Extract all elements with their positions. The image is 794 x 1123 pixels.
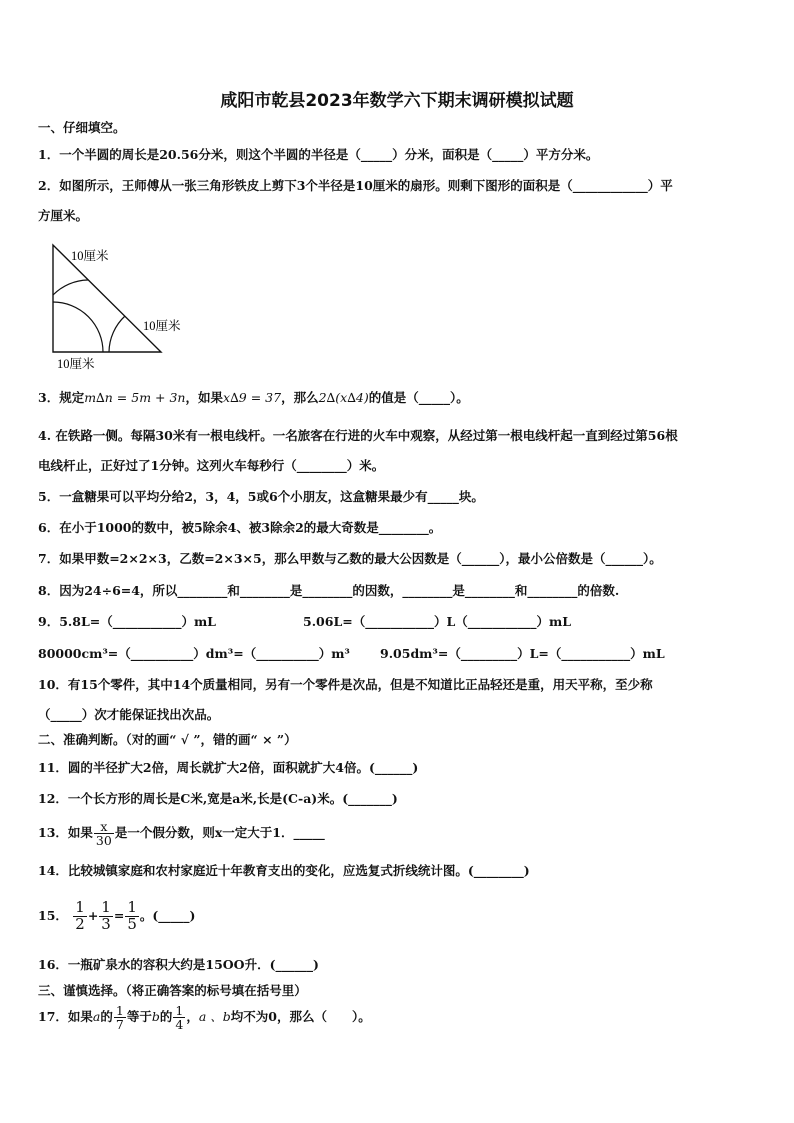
question-4-line-1: 4. 在铁路一侧。每隔30米有一根电线杆。一名旅客在行进的火车中观察，从经过第一根电线杆起一直到经过第56根	[38, 428, 678, 443]
q3-rule-formula: m∆n = 5m + 3n	[84, 390, 186, 405]
triangle-sectors-figure	[45, 240, 205, 375]
figure-label-bottom: 10厘米	[57, 357, 95, 371]
question-2-line-1: 2．如图所示，王师傅从一张三角形铁皮上剪下3个半径是10厘米的扇形。则剩下图形的面积是（____________）平	[38, 178, 673, 193]
q15-f3-numerator: 1	[127, 898, 137, 916]
q15-equals: =	[113, 907, 125, 923]
q15-f3-denominator: 5	[127, 914, 137, 933]
figure-label-right: 10厘米	[143, 319, 181, 333]
question-16: 16．一瓶矿泉水的容积大约是15OO升．(______)	[38, 957, 319, 972]
q15-fraction-1	[73, 900, 87, 933]
q17-var-b: b	[151, 1009, 160, 1025]
q3-middle-text: ，如果	[185, 390, 224, 405]
q13-numerator: x	[94, 820, 114, 834]
q13-fraction	[94, 820, 114, 847]
question-2-line-2: 方厘米。	[38, 208, 89, 223]
q9-cm3-conversion: 80000cm³=（__________）dm³=（__________）m³	[38, 646, 350, 661]
q17-equals-text: 等于	[126, 1009, 152, 1025]
question-5: 5．一盒糖果可以平均分给2，3，4，5或6个小朋友，这盒糖果最少有_____块。	[38, 489, 484, 504]
question-15	[38, 900, 758, 933]
question-7: 7．如果甲数=2×2×3，乙数=2×3×5，那么甲数与乙数的最大公因数是（______），最小公倍数是（______）。	[38, 551, 662, 566]
question-6: 6．在小于1000的数中，被5除余4、被3除余2的最大奇数是________。	[38, 520, 442, 535]
q3-prefix: 3．规定	[38, 390, 85, 405]
q17-f1-denominator: 7	[115, 1017, 124, 1033]
q13-denominator: 30	[95, 833, 112, 849]
q17-de-2: 的	[159, 1009, 173, 1025]
q15-plus: +	[87, 907, 99, 923]
section-heading-judge: 二、准确判断。（对的画“ √ ”，错的画“ × ”）	[38, 732, 297, 747]
q17-var-a: a	[92, 1009, 101, 1025]
q3-condition-formula: x∆9 = 37	[223, 390, 282, 405]
q15-f1-numerator: 1	[75, 898, 85, 916]
q9-liters-split: 5.06L=（___________）L（___________）mL	[303, 614, 572, 629]
question-8: 8．因为24÷6=4，所以________和________是________的因数，________是________和________的倍数.	[38, 583, 620, 598]
section-heading-fill-in: 一、仔细填空。	[38, 120, 126, 135]
sector-arc-right	[109, 316, 125, 352]
question-11: 11．圆的半径扩大2倍，周长就扩大2倍，面积就扩大4倍。(______)	[38, 760, 419, 775]
q17-f1-numerator: 1	[115, 1003, 124, 1018]
q17-fraction-2	[173, 1004, 185, 1031]
figure-label-top: 10厘米	[71, 249, 109, 263]
q15-prefix: 15．	[38, 907, 68, 923]
q17-prefix: 17．如果	[38, 1009, 93, 1025]
q17-f2-denominator: 4	[175, 1017, 184, 1033]
question-1: 1．一个半圆的周长是20.56分米，则这个半圆的半径是（_____）分米，面积是（_____）平方分米。	[38, 147, 599, 162]
question-9-row-2	[38, 645, 758, 663]
q15-fraction-3	[125, 900, 139, 933]
q17-suffix: 均不为0，那么（ ）。	[230, 1009, 371, 1025]
question-3	[38, 389, 758, 407]
q3-suffix: 的值是（_____）。	[368, 390, 469, 405]
question-14: 14．比较城镇家庭和农村家庭近十年教育支出的变化，应选复式折线统计图。(________)	[38, 863, 530, 878]
q3-middle-text-2: ，那么	[281, 390, 319, 405]
exam-title: 咸阳市乾县2023年数学六下期末调研模拟试题	[220, 91, 574, 111]
q17-comma: ，	[186, 1009, 199, 1025]
q9-dm3-conversion: 9.05dm³=（_________）L=（___________）mL	[380, 646, 665, 661]
q17-vars: a 、b	[198, 1009, 231, 1025]
section-heading-choice: 三、谨慎选择。（将正确答案的标号填在括号里）	[38, 983, 307, 998]
question-12: 12．一个长方形的周长是C米,宽是a米,长是(C-a)米。(_______)	[38, 791, 398, 806]
q15-f1-denominator: 2	[75, 914, 85, 933]
question-17	[38, 1004, 758, 1031]
q17-de: 的	[100, 1009, 113, 1025]
q15-fraction-2	[99, 900, 113, 933]
q17-f2-numerator: 1	[175, 1003, 184, 1018]
question-4-line-2: 电线杆止，正好过了1分钟。这列火车每秒行（________）米。	[38, 458, 385, 473]
q15-suffix: 。(_____)	[139, 907, 196, 923]
sector-arc-left	[53, 302, 103, 352]
q13-prefix: 13．如果	[38, 825, 93, 841]
question-9-row-1	[38, 613, 758, 631]
q15-f2-denominator: 3	[101, 914, 111, 933]
q3-expression: 2∆(x∆4)	[318, 390, 369, 405]
q15-f2-numerator: 1	[101, 898, 111, 916]
q9-liters-to-ml: 9．5.8L=（___________）mL	[38, 614, 216, 629]
question-13	[38, 820, 758, 847]
sector-arc-top	[53, 280, 88, 295]
question-10-line-2: （_____）次才能保证找出次品。	[38, 707, 220, 722]
question-10-line-1: 10．有15个零件，其中14个质量相同，另有一个零件是次品，但是不知道比正品轻还是重，用天平称，至少称	[38, 677, 653, 692]
q17-fraction-1	[114, 1004, 126, 1031]
q13-suffix: 是一个假分数，则x一定大于1．_____	[114, 825, 325, 841]
